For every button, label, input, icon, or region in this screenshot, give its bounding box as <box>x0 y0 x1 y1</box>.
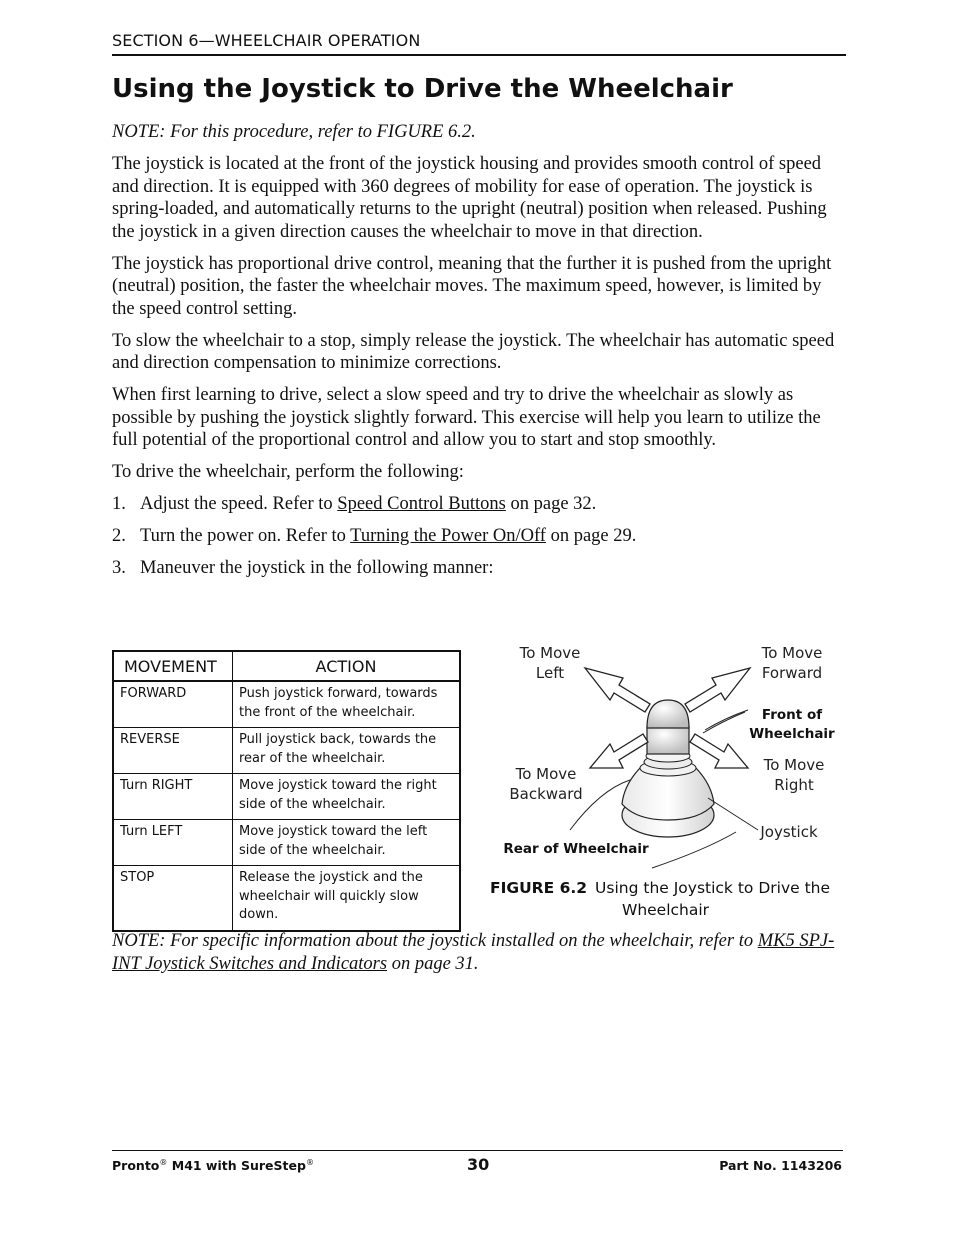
label-joystick: Joystick <box>760 823 818 841</box>
movement-cell: STOP <box>113 866 233 931</box>
joystick-figure <box>490 640 846 880</box>
table-row <box>113 866 460 931</box>
figure-caption <box>490 877 846 921</box>
label-move-backward <box>506 764 586 804</box>
note-text: on page 31. <box>387 954 479 974</box>
movement-cell: Turn RIGHT <box>113 774 233 820</box>
label-line: To Move <box>515 765 577 783</box>
joystick-base <box>622 750 714 837</box>
label-line: To Move <box>763 756 825 774</box>
body-text <box>112 121 846 589</box>
action-cell: Push joystick forward, towards the front of the wheelchair. <box>233 681 461 728</box>
joystick-knob <box>647 700 689 754</box>
note-top: NOTE: For this procedure, refer to FIGURE 6.2. <box>112 122 476 142</box>
label-line: Backward <box>509 785 583 803</box>
step-text: Adjust the speed. Refer to <box>140 494 338 514</box>
note-text: NOTE: For specific information about the joystick installed on the wheelchair, refer to <box>112 931 758 951</box>
step-3 <box>112 557 846 580</box>
part-number: Part No. 1143206 <box>719 1158 842 1173</box>
registered-mark: ® <box>159 1158 168 1167</box>
figure-caption-text: Using the Joystick to Drive the <box>595 879 831 897</box>
product-model: M41 with SureStep <box>171 1158 306 1174</box>
movement-cell: Turn LEFT <box>113 820 233 866</box>
step-number: 1. <box>112 494 126 514</box>
step-1 <box>112 493 846 516</box>
step-number: 3. <box>112 558 126 578</box>
label-move-forward <box>752 643 832 683</box>
paragraph-2: The joystick has proportional drive control, meaning that the further it is pushed from the upright (neutral) position, the faster the wheelchair moves. The maximum speed, however, is limited by the speed control setting. <box>112 253 832 319</box>
footer-rule <box>112 1150 843 1151</box>
table-row <box>113 681 460 728</box>
label-move-left <box>510 643 590 683</box>
label-line: Wheelchair <box>749 726 835 742</box>
table-header-row <box>113 651 460 681</box>
action-cell: Move joystick toward the left side of the wheelchair. <box>233 820 461 866</box>
label-rear-of-wheelchair: Rear of Wheelchair <box>503 841 649 857</box>
joystick-switches-link[interactable]: MK5 SPJ-INT Joystick Switches and Indicators <box>112 931 835 974</box>
steps-list <box>112 493 846 580</box>
arrow-backward-icon <box>590 734 648 768</box>
table-row <box>113 820 460 866</box>
label-line: Forward <box>761 664 823 682</box>
label-line: Left <box>535 664 565 682</box>
arrow-left-icon <box>585 668 650 712</box>
arrow-right-icon <box>690 734 748 768</box>
label-line: Front of <box>761 707 823 723</box>
label-line: Right <box>774 776 814 794</box>
product-name: Pronto <box>112 1158 160 1174</box>
action-cell: Move joystick toward the right side of the wheelchair. <box>233 774 461 820</box>
registered-mark: ® <box>305 1158 314 1167</box>
page-title: Using the Joystick to Drive the Wheelchair <box>112 74 733 104</box>
movement-cell: REVERSE <box>113 728 233 774</box>
movement-table <box>112 650 461 932</box>
step-text: Maneuver the joystick in the following manner: <box>140 558 494 578</box>
figure-number: FIGURE 6.2 <box>490 879 588 897</box>
table-row <box>113 728 460 774</box>
table-header-action: ACTION <box>233 651 461 681</box>
table-header-movement: MOVEMENT <box>113 651 233 681</box>
page-number: 30 <box>467 1155 490 1174</box>
label-move-right <box>754 755 834 795</box>
step-text: Turn the power on. Refer to <box>140 526 351 546</box>
paragraph-1: The joystick is located at the front of the joystick housing and provides smooth control of speed and direction. It is equipped with 360 degrees of mobility for ease of operation. The joystick is spring-loaded, and automatically returns to the upright (neutral) position when released. Pushing the joystick in a given direction causes the wheelchair to move in that direction. <box>112 154 827 242</box>
step-text: on page 32. <box>505 494 597 514</box>
label-line: To Move <box>761 644 823 662</box>
note-bottom <box>112 930 846 976</box>
paragraph-4: When first learning to drive, select a slow speed and try to drive the wheelchair as slowly as possible by pushing the joystick slightly forward. This exercise will help you learn to utilize the full potential of the proportional control and allow you to start and stop smoothly. <box>112 385 821 450</box>
speed-control-link[interactable]: Speed Control Buttons <box>337 494 506 514</box>
step-text: on page 29. <box>545 526 637 546</box>
table-row <box>113 774 460 820</box>
action-cell: Pull joystick back, towards the rear of the wheelchair. <box>233 728 461 774</box>
header-rule <box>112 54 846 56</box>
footer-product <box>112 1158 314 1173</box>
label-line: To Move <box>519 644 581 662</box>
label-front-of-wheelchair <box>746 706 838 744</box>
section-header: SECTION 6—WHEELCHAIR OPERATION <box>112 31 421 50</box>
power-on-off-link[interactable]: Turning the Power On/Off <box>350 526 546 546</box>
movement-cell: FORWARD <box>113 681 233 728</box>
action-cell: Release the joystick and the wheelchair will quickly slow down. <box>233 866 461 931</box>
paragraph-5: To drive the wheelchair, perform the following: <box>112 462 464 482</box>
paragraph-3: To slow the wheelchair to a stop, simply release the joystick. The wheelchair has automatic speed and direction compensation to minimize corrections. <box>112 330 835 373</box>
step-2 <box>112 525 846 548</box>
figure-caption-text: Wheelchair <box>622 901 710 919</box>
step-number: 2. <box>112 526 126 546</box>
arrow-forward-icon <box>685 668 750 712</box>
